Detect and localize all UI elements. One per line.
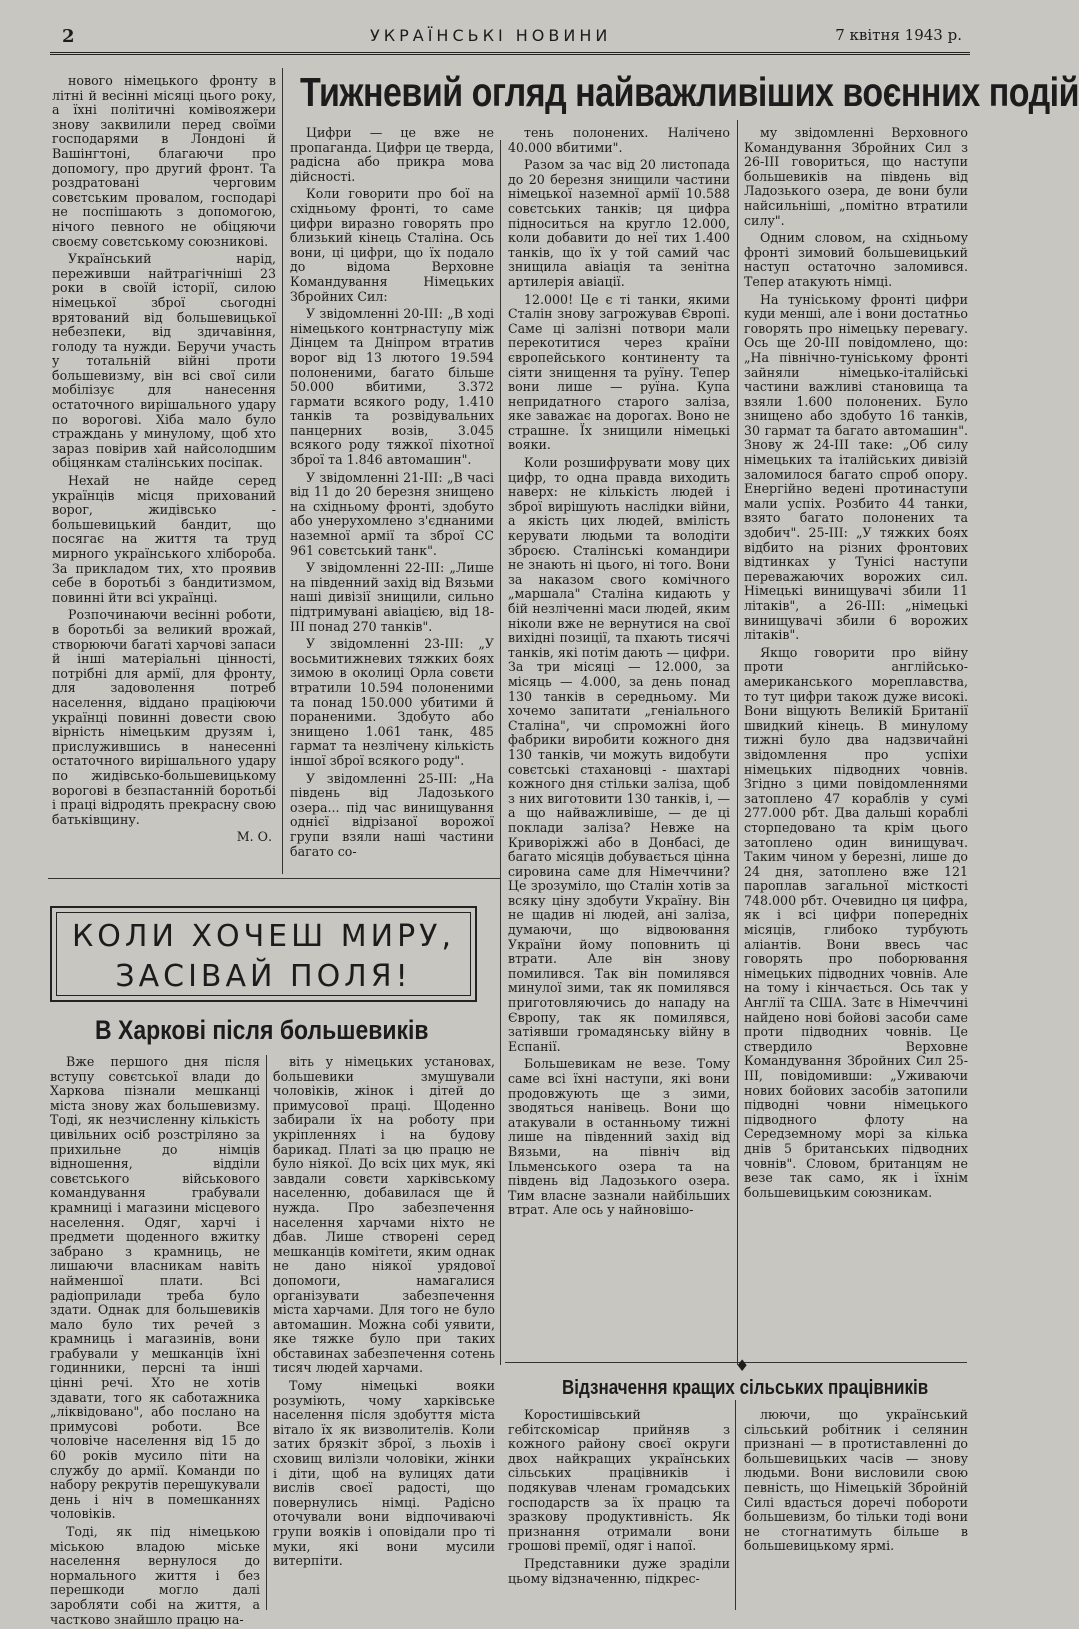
section-rule [48,878,500,879]
page-number: 2 [62,26,75,47]
column-2 [290,126,494,878]
column-4 [744,126,968,1358]
paragraph: 12.000! Це є ті танки, якими Сталін знову загрожував Європі. Саме ці залізні потвори мали перекотитися через країни європейського континенту та сіяти знищення та руїну. Тепер вони лише — руїна. Купа непридатного старого заліза, яке заважає на дорогах. Воно не страшне. Їх знищили німецькі вояки. [508,291,730,453]
paragraph: Тому німецькі вояки розуміють, чому харківське населення після здобуття міста вітало їх як визволителів. Коли затих брязкіт зброї, з льохів і сховищ вилізли чоловіки, жінки і діти, щоб на вулицях дати вислів своєї радості, що повернулись німці. Радісно оточували вони відпочиваючі групи вояків і оповідали про ті муки, які вони мусили витерпіти. [273,1378,495,1569]
paragraph: Розпочинаючи весінні роботи, в боротьбі за великий врожай, створюючи багаті харчові запаси й інші матеріальні цінності, потрібні для армії, для фронту, для задоволення потреб населення, віддано праціюючи українці повинні довести свою вірність німецьким друзям і, прислужившись в нанесенні остаточного вирішального удару по жидівсько-большевицькому ворогові в безпастанній боротьбі і праці відродять прекрасну свою батьківщину. [52,607,276,827]
paragraph: Тоді, як під німецькою міською владою міське населення вернулося до нормального життя і без перешкоди могло далі заробляти собі на життя, а частково знайшло працю на- [50,1524,260,1627]
slogan-line-2: ЗАСІВАЙ ПОЛЯ! [115,959,412,994]
paragraph: Якщо говорити про війну проти англійсько-американського мореплавства, то тут цифри також дуже високі. Вони віщують Великій Британії швидкий кінець. В минулому тижні було два надзвичайні звідомлення про успіхи німецьких підводних човнів. Згідно з цими повідомленнями затоплено 47 кораблів у сумі 277.000 рбт. Два дальші кораблі сторпедовано та крім цього затоплено один винищувач. Таким чином у березні, лише до 24 дня, затоплено вже 121 пароплав загальної місткості 748.000 рбт. Очевидно ця цифра, як і всі цифри попередніх місяців, глибоко турбують аліантів. Вони ввесь час говорять про поборювання німецьких підводних човнів. Але на тому і кінчається. Ось так у Англії та США. Затє в Німеччині найдено нові бойові засоби саме проти підводних човнів. Це ствердило Верховне Командування Збройних Сил 25-ІІІ, повідомивши: „Уживаючи нових бойових засобів затопили підводні човни німецького підводного флоту на Середземному морі за кілька днів 5 британських підводних човнів". Словом, британцям не везе так само, як і їхнім большевицьким союзникам. [744,644,968,1200]
paragraph: Большевикам не везе. Тому саме всі їхні наступи, які вони продовжують ще з зими, зводяться нанівець. Вони що атакували в останньому тижні лише на південний захід від Вязьми, на північ від Ільменського озера та на південь від Ладозького озера. Тим власне зазнали найбільших втрат. Але ось у найновішо- [508,1056,730,1218]
paragraph: У звідомленні 20-ІІІ: „В ході німецького контрнаступу між Дінцем та Дніпром втратив ворог від 13 лютого 19.594 полоненими, багато більше 50.000 вбитими, 3.372 гармати всякого роду, 1.410 танків та розвідувальних панцерних возів, 3.045 всякого роду тяжкої піхотної зброї та 1.846 автомашин". [290,306,494,468]
page-header [50,22,970,55]
paragraph: У звідомленні 23-ІІІ: „У восьмитижневих тяжких боях зимою в околиці Орла совєти втратили 10.594 полоненими та понад 150.000 убитими й пораненими. Здобуто або знищено 1.061 танк, 485 гармат та незлічену кількість іншої зброї всякого роду". [290,636,494,768]
awards-column-2 [744,1408,968,1613]
paragraph: Одним словом, на східньому фронті зимовий большевицький наступ остаточно заломився. Тепер атакують німці. [744,230,968,289]
paragraph: У звідомленні 21-ІІІ: „В часі від 11 до 20 березня знищено на східньому фронті, здобуто або унерухомлено з'єднаними наземної армії та зброї СС 961 совєтський танк". [290,469,494,558]
paragraph: нового німецького фронту в літні й весінні місяці цього року, а їхні політичні комівояжери знову заквилили перед своїми господарями в Лондоні й Вашінгтоні, благаючи про допомогу, про другий фронт. Та роздратовані черговим совєтським провалом, господарі не поспішають з допомогою, нічого певного не обіцяючи своєму совєтському союзникові. [52,73,276,249]
main-headline: Тижневий огляд найважливіших воєнних подій [300,70,1079,116]
paragraph: віть у німецьких установах, большевики змушували чоловіків, жінок і дітей до примусової праці. Щоденно забирали їх на роботу при укріпленнях і на будову барикад. Платі за цю працю не було ніякої. До всіх цих мук, які завдали совєти харківському населенню, добавилася ще й нужда. Про забезпечення населення харчами ніхто не дбав. Лише створені серед мешканців комітети, яким однак не дано ніякої урядової допомоги, намагалися організувати забезпечення міста харчами. Для того не було автомашин. Можна собі уявити, яке тяжке було при таких обставинах забезпечення сотень тисяч людей харчами. [273,1054,495,1376]
paragraph: На туніському фронті цифри куди менші, але і вони достатньо говорять про німецьку перевагу. Ось ще 20-ІІІ повідомлено, що: „На північно-туніському фронті зайняли німецько-італійські частини важливі становища та взяли 1.600 полонених. Було знищено або здобуто 16 танків, 30 гармат та багато автомашин". Знову ж 24-ІІІ таке: „Об силу німецьких та італійських дивізій заломилося багато спроб опору. Енергійно ведені протинаступи мали успіх. Розбито 44 танки, взято багато полонених та здобич". 25-ІІІ: „У тяжких боях відбито на різних фронтових відтинках у Тунісі наступи переважаючих ворожих сил. Німецькі винищувачі збили 11 літаків", а 26-ІІІ: „німецькі винищувачі збили 6 ворожих літаків". [744,291,968,643]
column-3 [508,126,730,1358]
slogan-box [50,906,477,1002]
kharkiv-column-1 [50,1054,260,1627]
paragraph: У звідомленні 22-ІІІ: „Лише на південний захід від Вязьми наші дивізії знищили, сильно підтримувані авіацією, від 18-ІІІ понад 270 танків". [290,560,494,634]
paragraph: люючи, що український сільський робітник і селянин признані — в протиставленні до большевицьких часів — знову людьми. Вони висловили свою певність, що Німецькій Збройній Силі вдасться доречі побороти большевизм, бо тільки тоді вони не стогнатимуть більше в большевицькому ярмі. [744,1407,968,1554]
ornament-icon: ♦ [735,1356,750,1375]
slogan-line-1: КОЛИ ХОЧЕШ МИРУ, [72,919,455,954]
paragraph: Коли розшифрувати мову цих цифр, то одна правда виходить наверх: не кількість людей і зброї вирішують наслідки війни, а якість цих людей, вмілість керувати людьми та володіти зброєю. Сталінські командири не знають ні цього, ні того. Вони за наказом свого комічного „маршала" Сталіна кидають у бій незліченні маси людей, яким ніколи вже не вернутися на свої вихідні позиції, та пхають тисячі танків, які потім дають — цифри. За три місяці — 12.000, за місяць — 4.000, за день понад 130 танків в середньому. Ми хочемо запитати „геніального Сталіна", чи спроможні його фабрики виробити кожного дня 130 танків, чи можуть видобути совєтські стахановці - шахтарі кожного дня стільки заліза, щоб з них виготовити 130 танків, і, — а що найважливіше, — де ці поклади заліза? Невже на Криворіжжі або в Донбасі, де багато місяців добувається цінна сировина саме для Німеччини? Це зрозуміло, що Сталін хотів за всяку ціну здобути Україну. Він не щадив ні людей, ані заліза, думаючи, що відвоювання України йому поповнить ці втрати. Але він знову помилився. Так він помилявся минулої зими, так як помилявся приготовляючись до нападу на Європу, так як помилявся, затіявши громадянську війну в Еспанії. [508,455,730,1054]
kharkiv-article-title: В Харкові після большевиків [95,1015,429,1045]
slogan-box-inner [56,912,471,996]
column-rule [737,120,738,1365]
column-rule [735,1400,736,1610]
paragraph: Разом за час від 20 листопада до 20 березня знищили частини німецької наземної армії 10.588 совєтських танків; ця цифра підноситься на кругло 12.000, коли добавити до неї тих 1.400 танків, що їх у той самий час знищила авіація та зенітна артилерія авіації. [508,157,730,289]
author-signature: М. О. [236,829,272,845]
paragraph: му звідомленні Верховного Командування Збройних Сил з 26-ІІІ говориться, що наступи большевиків на південь від Ладозького озера, де вони були найсильніші, „помітно втратили силу". [744,125,968,228]
paragraph: Цифри — це вже не пропаганда. Цифри це тверда, радісна або прикра мова дійсності. [290,125,494,184]
paragraph: Вже першого дня після вступу совєтської влади до Харкова пізнали мешканці міста знову жах большевизму. Тоді, як незчисленну кількість цивільних осіб розстріляно за прихильне до німців відношення, відділи совєтського військового командування грабували крамниці і магазини місцевого населення. Одяг, харчі і предмети щоденного вжитку забрано з крамниць, не лишаючи власникам навіть найменшої плати. Всі радіоприлади треба було здати. Однак для большевиків мало було тих речей з крамниць і магазинів, вони грабували у мешканців їхні годинники, персні та інші цінні речі. Хто не хотів здавати, того як саботажника „ліквідовано", або послано на примусові роботи. Все чоловіче населення від 15 до 60 років мусило піти на службу до армії. Команди по набору рекрутів перешукували день і ніч в помешканнях чоловіків. [50,1054,260,1522]
column-rule [500,140,501,1365]
kharkiv-column-2 [273,1055,495,1613]
column-left-top [52,74,276,874]
masthead: УКРАЇНСЬКІ НОВИНИ [370,26,612,45]
awards-article-title: Відзначення кращих сільських працівників [562,1376,929,1399]
column-rule [266,1055,267,1610]
paragraph: Нехай не найде серед українців місця прихований ворог, жидівсько - большевицький бандит, що посягає на життя та труд мирного українського хлібороба. За прикладом тих, хто проявив себе в боротьбі з бандитизмом, повинні йти всі українці. [52,473,276,605]
column-rule [282,68,283,874]
paragraph: Коли говорити про бої на східньому фронті, то саме цифри виразно говорять про близький кінець Сталіна. Ось вони, ці цифри, що їх подало до відома Верховне Командування Німецьких Збройних Сил: [290,186,494,304]
paragraph: Український нарід, переживши найтрагічніші 23 роки в своїй історії, силою німецької зброї сьогодні врятований від большевицької небезпеки, від здичавіння, голоду та нужди. Беручи участь у тотальній війні проти большевизму, він всі свої сили мобілізує для нанесення остаточного вирішального удару по ворогові. Хіба мало було страждань у минулому, щоб хто зараз повірив хай найсолодшим обіцянкам сталінських посіпак. [52,251,276,471]
paragraph: Представники дуже зраділи цьому відзначенню, підкрес- [508,1555,730,1586]
paragraph: У звідомленні 25-ІІІ: „На південь від Ладозького озера... під час винищування однієї відрізаної ворожої групи взяли наші частини багато со- [290,770,494,859]
awards-column-1 [508,1408,730,1613]
issue-date: 7 квітня 1943 р. [835,26,962,44]
paragraph: Коростишівський гебітскомісар прийняв з кожного району своєї округи двох найкращих українських сільських працівників і подякував членам громадських господарств за їх працю та зразкову продуктивність. Як признання отримали вони грошові премії, одяг і напої. [508,1407,730,1554]
paragraph: тень полонених. Налічено 40.000 вбитими". [508,125,730,155]
